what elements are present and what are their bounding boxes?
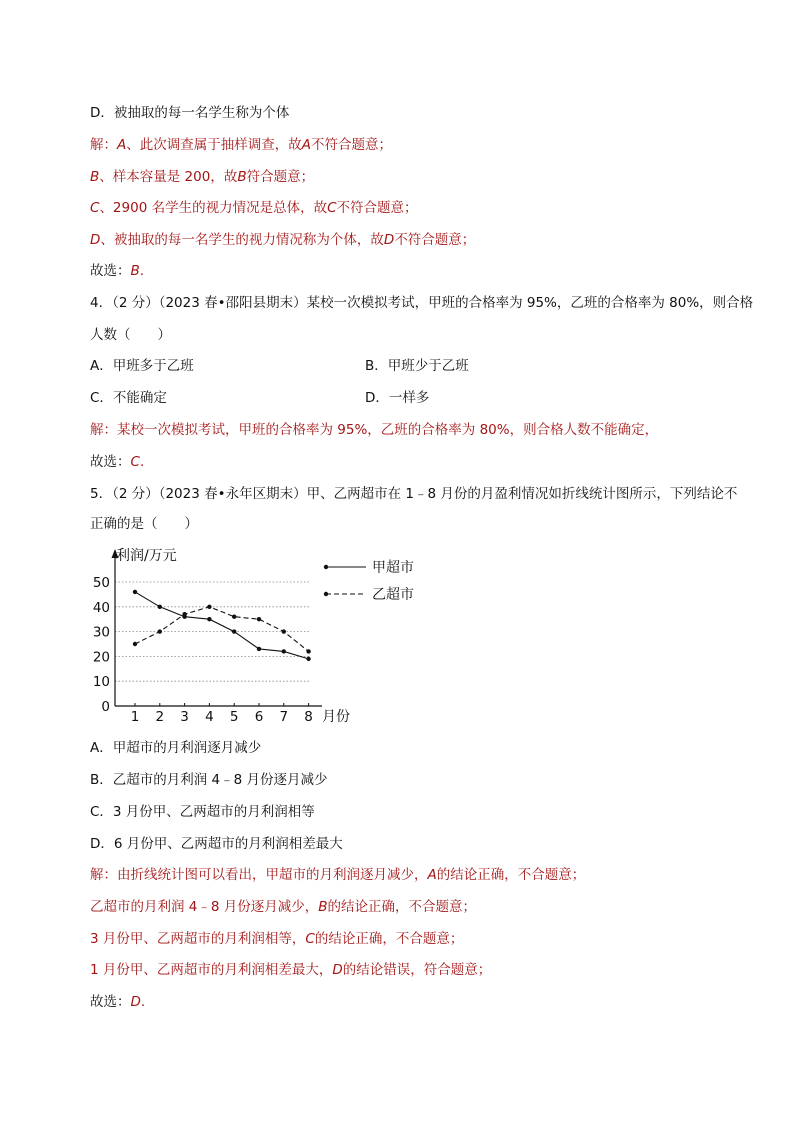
x-tick-label: 6 (254, 709, 264, 725)
x-tick-label: 2 (155, 709, 165, 725)
solution-text: 、被抽取的每一名学生的视力情况称为个体，故 (100, 232, 384, 248)
q5-solution-1 (90, 866, 585, 884)
solution-text: 3 月份甲、乙两超市的月利润相等， (90, 931, 306, 947)
x-tick-label: 3 (180, 709, 189, 725)
q3-option-d: D．被抽取的每一名学生称为个体 (90, 105, 290, 121)
x-tick-label: 7 (279, 709, 289, 725)
line-chart (90, 540, 430, 730)
q5-solution-4 (90, 961, 491, 979)
solution-text: 不符合题意； (336, 200, 418, 216)
q3-solution-b (90, 168, 314, 186)
q5-option-d: D．6 月份甲、乙两超市的月利润相差最大 (90, 836, 343, 852)
solution-text: 不符合题意； (311, 137, 392, 153)
q3-solution-c (90, 199, 418, 217)
data-point (207, 605, 211, 609)
data-point (158, 629, 162, 633)
answer-end: . (140, 994, 146, 1010)
answer-label: 故选： (90, 263, 131, 279)
y-tick-label: 40 (92, 599, 110, 616)
data-point (306, 657, 310, 661)
q5-solution-3 (90, 930, 463, 948)
x-axis-label: 月份 (322, 709, 350, 725)
y-tick-label: 20 (92, 649, 110, 666)
q4-option-a: A．甲班多于乙班 (90, 358, 194, 374)
option-letter: A (117, 137, 127, 153)
legend-marker (324, 592, 328, 596)
series-line-jia (135, 592, 309, 659)
data-point (158, 605, 162, 609)
option-letter: C (305, 931, 315, 947)
data-point (207, 617, 211, 621)
solution-text: 、此次调查属于抽样调查，故 (126, 137, 302, 153)
solution-text: 不符合题意； (394, 232, 476, 248)
data-point (232, 629, 236, 633)
option-letter: A (427, 867, 437, 883)
data-point (282, 649, 286, 653)
y-axis-label: 利润/万元 (116, 548, 177, 564)
answer-letter: D (130, 994, 141, 1010)
answer-label: 故选： (90, 454, 131, 470)
data-point (133, 642, 137, 646)
chart-axes (112, 549, 323, 706)
option-letter: D (332, 962, 343, 978)
y-tick-label: 50 (92, 575, 110, 591)
option-letter: D (90, 232, 101, 248)
answer-letter: B (130, 263, 140, 279)
legend-label: 乙超市 (372, 587, 414, 603)
solution-text: 乙超市的月利润 4﹣8 月份逐月减少， (90, 899, 319, 915)
q3-answer (90, 262, 144, 280)
option-letter: B (237, 169, 247, 185)
x-tick-label: 8 (304, 709, 313, 725)
answer-label: 故选： (90, 994, 131, 1010)
x-tick-label: 4 (205, 709, 214, 725)
q4-option-b: B．甲班少于乙班 (365, 358, 469, 374)
x-tick-label: 5 (229, 709, 239, 725)
q5-option-b: B．乙超市的月利润 4﹣8 月份逐月减少 (90, 772, 328, 788)
data-point (306, 649, 310, 653)
answer-end: . (139, 454, 145, 470)
option-letter: A (301, 137, 311, 153)
q5-option-a: A．甲超市的月利润逐月减少 (90, 740, 262, 756)
q5-solution-2 (90, 898, 476, 916)
q3-solution-d (90, 231, 475, 249)
q4-option-d: D．一样多 (365, 390, 430, 406)
solution-text: 的结论错误，符合题意； (342, 962, 492, 978)
series-line-yi (135, 607, 309, 652)
q5-option-c: C．3 月份甲、乙两超市的月利润相等 (90, 804, 315, 820)
option-letter: C (90, 200, 100, 216)
data-point (232, 615, 236, 619)
y-tick-label: 30 (92, 624, 110, 641)
option-letter: C (327, 200, 337, 216)
q5-stem-line1: 5．（2 分）（2023 春•永年区期末）甲、乙两超市在 1﹣8 月份的月盈利情况如折线统计图所示，下列结论不 (90, 486, 738, 502)
q3-solution-a (90, 136, 392, 154)
solution-text: 符合题意； (246, 169, 315, 185)
solution-text: 1 月份甲、乙两超市的月利润相差最大， (90, 962, 333, 978)
chart-series (133, 590, 311, 661)
answer-letter: C (130, 454, 140, 470)
x-tick-label: 1 (130, 709, 140, 725)
y-tick-label: 0 (101, 699, 110, 715)
x-tick-labels (131, 709, 313, 725)
q4-answer (90, 453, 144, 471)
q5-answer (90, 993, 145, 1011)
legend-marker (324, 565, 328, 569)
data-point (133, 590, 137, 594)
q4-option-c: C．不能确定 (90, 390, 167, 406)
data-point (282, 629, 286, 633)
chart-legend (324, 559, 414, 603)
q4-stem-line1: 4．（2 分）（2023 春•邵阳县期末）某校一次模拟考试，甲班的合格率为 95%，乙班的合格率为 80%，则合格 (90, 295, 754, 311)
option-letter: B (90, 169, 100, 185)
answer-end: . (139, 263, 145, 279)
solution-text: 解：由折线统计图可以看出，甲超市的月利润逐月减少， (90, 867, 428, 883)
solution-text: 、样本容量是 200，故 (99, 169, 238, 185)
q5-stem-line2: 正确的是（ ） (90, 516, 198, 532)
solution-text: 的结论正确，不合题意； (436, 867, 586, 883)
legend-label: 甲超市 (372, 560, 414, 576)
data-point (182, 612, 186, 616)
q4-solution: 解：某校一次模拟考试，甲班的合格率为 95%，乙班的合格率为 80%，则合格人数不能确定， (90, 422, 659, 438)
data-point (257, 647, 261, 651)
solution-text: 、2900 名学生的视力情况是总体，故 (99, 200, 328, 216)
y-tick-labels (93, 575, 110, 715)
option-letter: B (318, 899, 328, 915)
solution-text: 的结论正确，不合题意； (327, 899, 477, 915)
option-letter: D (383, 232, 395, 248)
data-point (257, 617, 261, 621)
q4-stem-line2: 人数（ ） (90, 327, 171, 343)
solution-prefix: 解： (90, 137, 117, 153)
solution-text: 的结论正确，不合题意； (314, 931, 464, 947)
y-tick-label: 10 (92, 674, 110, 691)
